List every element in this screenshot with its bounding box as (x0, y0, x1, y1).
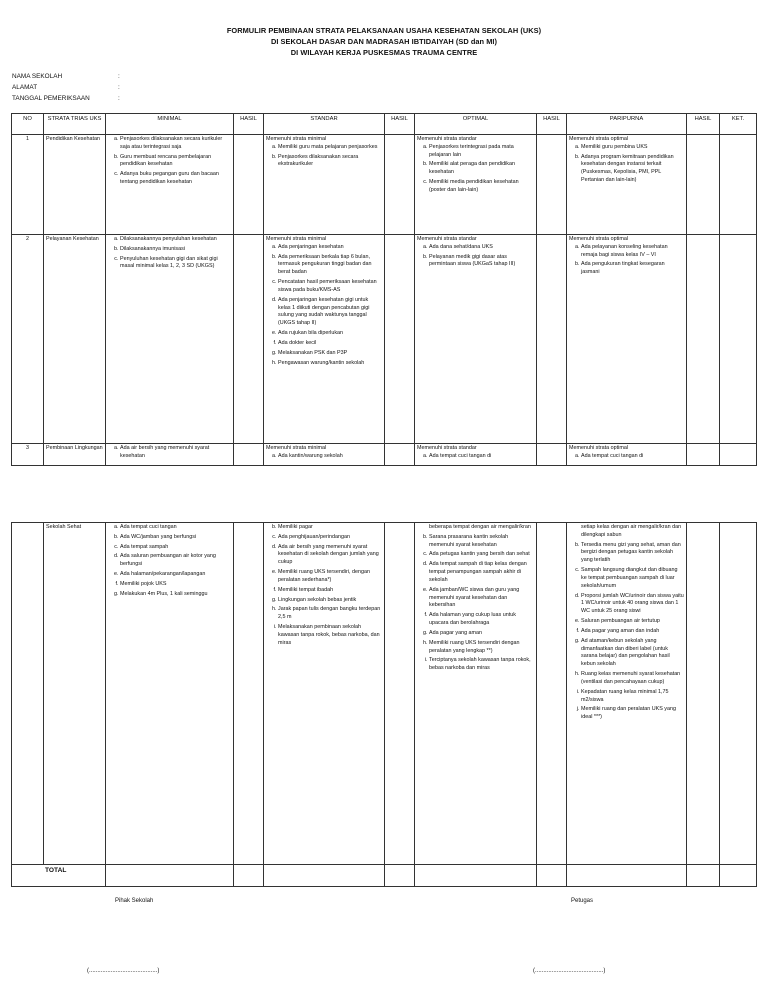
minimal-cell (106, 235, 234, 444)
list-item: d. Proporsi jumlah WC/urinoir dan siswa yaitu 1 WC/urinoir untuk 40 orang siswa dan 1 WC untuk 25 orang siswi (581, 593, 684, 616)
standar-list (266, 524, 382, 648)
list-item: f. Ada pagar yang aman dan indah (581, 628, 684, 636)
minimal-list (108, 524, 231, 599)
list-item: g. Ada pagar yang aman (429, 630, 534, 638)
table-header-row (12, 114, 757, 135)
standar-list (266, 244, 382, 368)
strata-cell: Pendidikan Kesehatan (44, 135, 106, 235)
signature-label-officer: Petugas (571, 898, 594, 904)
col-strata: STRATA TRIAS UKS (44, 114, 106, 135)
list-item: c. Penyuluhan kesehatan gigi dan sikat gigi masal minimal kelas 1, 2, 3 SD (UKGS) (120, 256, 231, 272)
col-no: NO (12, 114, 44, 135)
standar-cell (264, 523, 385, 865)
signature-line-school[interactable]: (.........................................) (87, 968, 160, 974)
list-item: a. Ada kantin/warung sekolah (278, 453, 382, 461)
list-item: f. Memiliki tempat ibadah (278, 587, 382, 595)
list-item: a. Ada penjaringan kesehatan (278, 244, 382, 252)
total-label: TOTAL (12, 865, 106, 887)
strata-cell: Pembinaan Lingkungan (44, 444, 106, 466)
col-hasil: HASIL (234, 114, 264, 135)
col-paripurna: PARIPURNA (567, 114, 687, 135)
paripurna-list (569, 542, 684, 722)
optimal-list (417, 453, 534, 461)
list-item: e. Memiliki ruang UKS tersendiri, dengan peralatan sederhana*) (278, 569, 382, 585)
ket-cell[interactable] (720, 444, 757, 466)
list-item: f. Ada dokter kecil (278, 340, 382, 348)
optimal-intro: Memenuhi strata standar (417, 445, 477, 451)
list-item: b. Dilaksanakannya imunisasi (120, 246, 231, 254)
hasil-cell[interactable] (385, 235, 415, 444)
col-hasil: HASIL (687, 114, 720, 135)
paripurna-intro: Memenuhi strata optimal (569, 136, 629, 142)
info-school-name: NAMA SEKOLAH : (12, 73, 120, 80)
col-standar: STANDAR (264, 114, 385, 135)
list-item: g. Lingkungan sekolah bebas jentik (278, 597, 382, 605)
optimal-list (417, 244, 534, 269)
list-item: d. Ada penjaringan kesehatan gigi untuk kelas 1 diikuti dengan pencabutan gigi sulung yang sudah waktunya tanggal (UKGS tahap II) (278, 297, 382, 328)
paripurna-cell (567, 135, 687, 235)
ket-cell[interactable] (720, 135, 757, 235)
total-hasil-cell[interactable] (385, 865, 415, 887)
standar-cell (264, 444, 385, 466)
list-item: h. Jarak papan tulis dengan bangku terdepan 2,5 m (278, 606, 382, 622)
paripurna-cell (567, 523, 687, 865)
hasil-cell[interactable] (234, 444, 264, 466)
optimal-intro: Memenuhi strata standar (417, 136, 477, 142)
list-item: b. Tersedia menu gizi yang sehat, aman dan bergizi dengan petugas kantin sekolah yang terlatih (581, 542, 684, 565)
list-item: a. Ada air bersih yang memenuhi syarat kesehatan (120, 445, 231, 461)
list-item: b. Adanya program kemitraan pendidikan kesehatan dengan instansi terkait (Puskesmas, Kepolisia, PMI, PPL Pertanian dan lain-lain) (581, 154, 684, 185)
hasil-cell[interactable] (385, 523, 415, 865)
standar-list (266, 453, 382, 461)
hasil-cell[interactable] (687, 135, 720, 235)
col-hasil: HASIL (537, 114, 567, 135)
list-item: h. Pengawasan warung/kantin sekolah (278, 360, 382, 368)
list-item: i. Terciptanya sekolah kawasan tanpa rokok, bebas narkoba dan miras (429, 657, 534, 673)
minimal-cell (106, 135, 234, 235)
list-item: a. Ada pelayanan konseling kesehatan remaja bagi siswa kelas IV – VI (581, 244, 684, 260)
paripurna-cell (567, 235, 687, 444)
list-item: c. Memiliki media pendidikan kesehatan (poster dan lain-lain) (429, 179, 534, 195)
list-item: a. Ada tempat cuci tangan di (429, 453, 534, 461)
optimal-cell (415, 235, 537, 444)
minimal-cell (106, 444, 234, 466)
uks-strata-table-continued (11, 522, 757, 887)
list-item: b. Sarana prasarana kantin sekolah memenuhi syarat kesehatan (429, 534, 534, 550)
standar-cell (264, 235, 385, 444)
list-item: g. Melakukan 4m Plus, 1 kali seminggu (120, 591, 231, 599)
list-item: f. Memiliki pojok UKS (120, 581, 231, 589)
list-item: c. Ada petugas kantin yang bersih dan sehat (429, 551, 534, 559)
col-optimal: OPTIMAL (415, 114, 537, 135)
optimal-intro: Memenuhi strata standar (417, 236, 477, 242)
info-address: ALAMAT : (12, 84, 120, 91)
list-item: h. Memiliki ruang UKS tersendiri dengan peralatan yang lengkap **) (429, 640, 534, 656)
list-item: a. Ada tempat cuci tangan di (581, 453, 684, 461)
list-item: i. Melaksanakan pembinaan sekolah kawasan tanpa rokok, bebas narkoba, dan miras (278, 624, 382, 647)
list-item: i. Kepadatan ruang kelas minimal 1,75 m2/siswa (581, 689, 684, 705)
info-exam-date: TANGGAL PEMERIKSAAN : (12, 95, 120, 102)
list-item: a. Penjasorkes dilaksanakan secara kurikuler saja atau terintegrasi saja (120, 136, 231, 152)
list-item: g. Ad ataman/kebun sekolah yang dimanfaatkan dan diberi label (untuk sarana belajar) dan pengolahan hasil kebun sekolah (581, 638, 684, 669)
list-item: b. Memiliki alat peraga dan pendidikan kesehatan (429, 161, 534, 177)
minimal-list (108, 236, 231, 271)
hasil-cell[interactable] (537, 235, 567, 444)
list-item: a. Memiliki guru mata pelajaran penjasorkes (278, 144, 382, 152)
total-hasil-cell[interactable] (687, 865, 720, 887)
hasil-cell[interactable] (385, 135, 415, 235)
list-item: b. Pelayanan medik gigi dasar atas permintaan siswa (UKGaS tahap III) (429, 254, 534, 270)
list-item: a. Memiliki guru pembina UKS (581, 144, 684, 152)
paripurna-intro: Memenuhi strata optimal (569, 236, 629, 242)
ket-cell[interactable] (720, 523, 757, 865)
list-item: e. Ada jamban/WC siswa dan guru yang memenuhi syarat kesehatan dan kebersihan (429, 587, 534, 610)
list-item: c. Adanya buku pegangan guru dan bacaan tentang pendidikan kesehatan (120, 171, 231, 187)
list-item: e. Saluran pembuangan air tertutup (581, 618, 684, 626)
hasil-cell[interactable] (234, 135, 264, 235)
hasil-cell[interactable] (687, 444, 720, 466)
form-title: FORMULIR PEMBINAAN STRATA PELAKSANAAN USAHA KESEHATAN SEKOLAH (UKS) (226, 26, 542, 35)
table-row (12, 523, 757, 865)
list-item: c. Sampah langsung diangkut dan dibuang ke tempat pembuangan sampah di luar sekolah/umum (581, 567, 684, 590)
optimal-cell (415, 523, 537, 865)
list-item: h. Ruang kelas memenuhi syarat kesehatan (ventilasi dan pencahayaan cukup) (581, 671, 684, 687)
optimal-cell (415, 444, 537, 466)
list-item: c. Ada penghijauan/perindangan (278, 534, 382, 542)
optimal-list (417, 144, 534, 195)
row-no-cell (12, 523, 44, 865)
list-item: b. Ada pengukuran tingkat kesegaran jasmani (581, 261, 684, 277)
optimal-cell (415, 135, 537, 235)
list-item: c. Pencatatan hasil pemeriksaan kesehatan siswa pada buku/KMS-AS (278, 279, 382, 295)
list-item: a. Ada tempat cuci tangan (120, 524, 231, 532)
list-item: c. Ada tempat sampah (120, 544, 231, 552)
signature-line-officer[interactable]: (.........................................) (533, 968, 606, 974)
standar-intro: Memenuhi strata minimal (266, 136, 327, 142)
row-no-cell: 3 (12, 444, 44, 466)
hasil-cell[interactable] (385, 444, 415, 466)
signature-label-school: Pihak Sekolah (115, 898, 154, 904)
minimal-list (108, 136, 231, 187)
list-item: a. Ada dana sehat/dana UKS (429, 244, 534, 252)
hasil-cell[interactable] (537, 444, 567, 466)
paripurna-continued-text: setiap kelas dengan air mengalir/kran dan dilengkapi sabun (581, 524, 682, 538)
table-row (12, 235, 757, 444)
hasil-cell[interactable] (537, 135, 567, 235)
list-item: a. Dilaksanakannya penyuluhan kesehatan (120, 236, 231, 244)
total-hasil-cell[interactable] (234, 865, 264, 887)
table-row (12, 135, 757, 235)
standar-cell (264, 135, 385, 235)
paripurna-intro: Memenuhi strata optimal (569, 445, 629, 451)
paripurna-cell (567, 444, 687, 466)
paripurna-list (569, 453, 684, 461)
list-item: g. Melaksanakan PSK dan P3P (278, 350, 382, 358)
form-subtitle-area: DI WILAYAH KERJA PUSKESMAS TRAUMA CENTRE (290, 48, 478, 57)
list-item: a. Penjasorkes terintegrasi pada mata pelajaran lain (429, 144, 534, 160)
list-item: e. Ada halaman/pekarangan/lapangan (120, 571, 231, 579)
minimal-list (108, 445, 231, 461)
list-item: d. Ada saluran pembuangan air kotor yang berfungsi (120, 553, 231, 569)
row-no-cell: 2 (12, 235, 44, 444)
hasil-cell[interactable] (537, 523, 567, 865)
list-item: b. Memiliki pagar (278, 524, 382, 532)
minimal-cell (106, 523, 234, 865)
hasil-cell[interactable] (687, 523, 720, 865)
list-item: b. Penjasorkes dilaksanakan secara ekstrakurikuler (278, 154, 382, 170)
optimal-continued-text: beberapa tempat dengan air mengalir/kran (429, 524, 531, 530)
list-item: d. Ada air bersih yang memenuhi syarat kesehatan di sekolah dengan jumlah yang cukup (278, 544, 382, 567)
list-item: b. Ada WC/jamban yang berfungsi (120, 534, 231, 542)
standar-list (266, 144, 382, 169)
hasil-cell[interactable] (687, 235, 720, 444)
list-item: j. Memiliki ruang dan peralatan UKS yang ideal ***) (581, 706, 684, 722)
total-hasil-cell[interactable] (537, 865, 567, 887)
col-ket: KET. (720, 114, 757, 135)
optimal-list (417, 534, 534, 673)
uks-strata-table (11, 113, 757, 466)
strata-cell: Sekolah Sehat (44, 523, 106, 865)
paripurna-list (569, 244, 684, 277)
standar-intro: Memenuhi strata minimal (266, 445, 327, 451)
row-no-cell: 1 (12, 135, 44, 235)
total-row (12, 865, 757, 887)
ket-cell[interactable] (720, 235, 757, 444)
list-item: b. Ada pemeriksaan berkala tiap 6 bulan, termasuk pengukuran tinggi badan dan berat badan (278, 254, 382, 277)
col-hasil: HASIL (385, 114, 415, 135)
strata-cell: Pelayanan Kesehatan (44, 235, 106, 444)
paripurna-list (569, 144, 684, 185)
list-item: d. Ada tempat sampah di tiap kelas dengan tempat penampungan sampah akhir di sekolah (429, 561, 534, 584)
list-item: e. Ada rujukan bila diperlukan (278, 330, 382, 338)
standar-intro: Memenuhi strata minimal (266, 236, 327, 242)
list-item: f. Ada halaman yang cukup luas untuk upacara dan berolahraga (429, 612, 534, 628)
form-subtitle: DI SEKOLAH DASAR DAN MADRASAH IBTIDAIYAH (SD dan MI) (270, 37, 498, 46)
hasil-cell[interactable] (234, 523, 264, 865)
hasil-cell[interactable] (234, 235, 264, 444)
col-minimal: MINIMAL (106, 114, 234, 135)
list-item: b. Guru membuat rencana pembelajaran pendidikan kesehatan (120, 154, 231, 170)
table-row (12, 444, 757, 466)
